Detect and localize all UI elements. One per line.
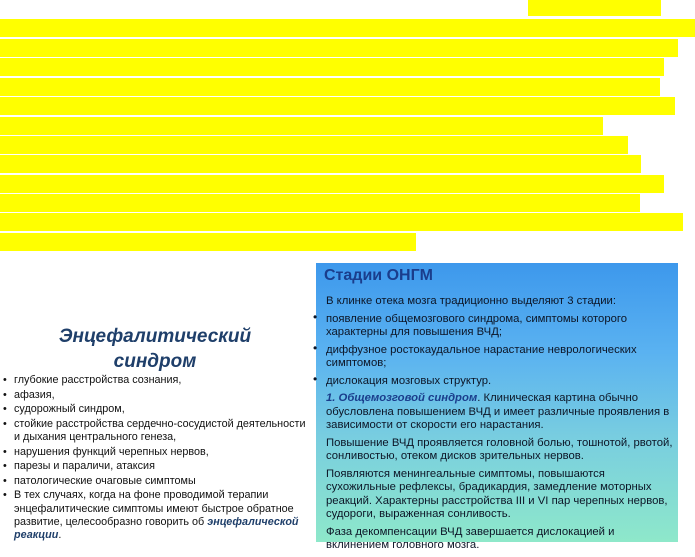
list-item: • судорожный синдром,	[0, 403, 312, 416]
paragraph: Фаза декомпенсации ВЧД завершается дислокацией и вклинением головного мозга.	[326, 525, 615, 551]
redaction-bar	[0, 155, 641, 173]
list-item: • стойкие расстройства сердечно-сосудистой деятельности и дыхания центрального генеза,	[0, 418, 312, 444]
item-end: .	[58, 528, 62, 541]
list-item: • нарушения функций черепных нервов,	[0, 446, 312, 459]
list-item: • афазия,	[0, 389, 312, 402]
stage-bullet: • дислокация мозговых структур.	[316, 375, 678, 389]
redaction-bar	[0, 58, 664, 76]
list-item	[0, 489, 312, 542]
redaction-bar	[0, 194, 640, 212]
item-text: В тех случаях, когда на фоне проводимой терапии энцефалитические симптомы имеют быстрое обратное развитие, целесообразно говорить об	[14, 489, 294, 528]
redacted-text-block	[0, 0, 695, 252]
slide-body	[316, 295, 678, 557]
encephalic-reaction-term: энцефалической реакции	[14, 515, 299, 541]
list-item: • патологические очаговые симптомы	[0, 475, 312, 488]
redaction-bar	[0, 97, 675, 115]
stage1-text: . Клиническая картина обычно обусловлена повышением ВЧД и имеет различные проявления в зависимости от скорости его нарастания.	[326, 392, 670, 431]
list-item: • глубокие расстройства сознания,	[0, 374, 312, 387]
redaction-bar	[0, 175, 664, 193]
list-item: • парезы и параличи, атаксия	[0, 460, 312, 473]
redaction-bar	[0, 19, 695, 37]
redaction-bar	[0, 233, 416, 251]
stage1-heading: 1. Общемозговой синдром	[326, 392, 478, 404]
redaction-bar	[0, 39, 678, 57]
paragraph: Повышение ВЧД проявляется головной болью, тошнотой, рвотой, сонливостью, отеком дисков зрительных нервов.	[326, 436, 673, 462]
icp-stages-slide	[316, 263, 678, 551]
slide-title: Стадии ОНГМ	[324, 267, 433, 284]
title-line: Энцефалитический	[58, 326, 252, 347]
stage1-paragraph	[316, 392, 678, 433]
redaction-bar	[0, 117, 603, 135]
slide-title	[20, 324, 290, 374]
encephalitic-syndrome-slide	[0, 258, 312, 542]
paragraph: Появляются менингеальные симптомы, повышаются сухожильные рефлексы, брадикардия, замедление моторных реакций. Характерны расстройства III и VI пар черепных нервов, судороги, выраженная сонливость.	[326, 467, 668, 520]
stage-bullet: • диффузное ростокаудальное нарастание неврологических симптомов;	[316, 344, 678, 371]
stage-bullet: • появление общемозгового синдрома, симптомы которого характерны для повышения ВЧД;	[316, 313, 678, 340]
redaction-bar	[0, 78, 660, 96]
intro-paragraph: В клинке отека мозга традиционно выделяют 3 стадии:	[326, 295, 616, 307]
symptom-list	[0, 374, 312, 544]
redaction-bar	[0, 136, 628, 154]
redaction-bar	[528, 0, 661, 16]
redaction-bar	[0, 213, 683, 231]
title-line: синдром	[113, 351, 197, 372]
